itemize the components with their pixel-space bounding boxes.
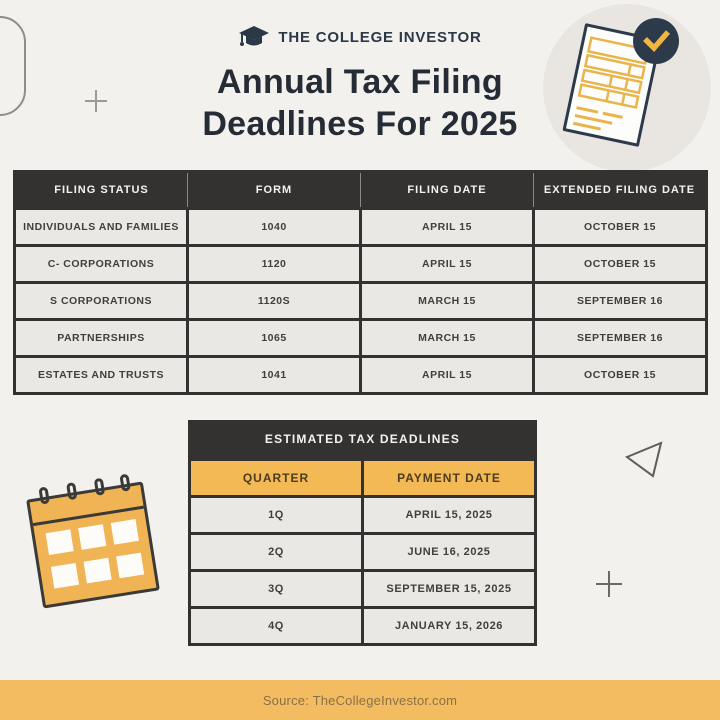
- table-row: [15, 357, 707, 394]
- table-cell: 1120S: [188, 283, 361, 320]
- table-cell: 1Q: [190, 497, 363, 534]
- footer-band: [0, 680, 720, 720]
- table-cell: OCTOBER 15: [534, 357, 707, 394]
- table-cell: SEPTEMBER 16: [534, 320, 707, 357]
- table-cell: 4Q: [190, 608, 363, 645]
- page-title: [0, 62, 720, 146]
- source-attribution: Source: TheCollegeInvestor.com: [262, 692, 458, 708]
- filing-table-header-extended-date: EXTENDED FILING DATE: [534, 172, 707, 209]
- table-cell: INDIVIDUALS AND FAMILIES: [15, 209, 188, 246]
- table-cell: 2Q: [190, 534, 363, 571]
- table-cell: 1041: [188, 357, 361, 394]
- table-cell: ESTATES AND TRUSTS: [15, 357, 188, 394]
- table-row: [190, 534, 536, 571]
- graduation-cap-icon: [238, 24, 270, 50]
- table-row: [190, 608, 536, 645]
- table-cell: APRIL 15: [361, 357, 534, 394]
- triangle-outline-decoration: [616, 436, 666, 482]
- filing-table-header-form: FORM: [188, 172, 361, 209]
- page-title-line1: Annual Tax Filing: [217, 63, 503, 101]
- brand-header: [0, 24, 720, 50]
- table-cell: APRIL 15, 2025: [363, 497, 536, 534]
- brand-name: THE COLLEGE INVESTOR: [278, 28, 482, 46]
- plus-decoration-bottom-right: [596, 571, 622, 597]
- table-cell: OCTOBER 15: [534, 209, 707, 246]
- filing-table-header-row: [15, 172, 707, 209]
- table-row: [15, 246, 707, 283]
- filing-table-header-status: FILING STATUS: [15, 172, 188, 209]
- table-cell: JANUARY 15, 2026: [363, 608, 536, 645]
- page-title-line2: Deadlines For 2025: [202, 104, 518, 143]
- table-cell: MARCH 15: [361, 320, 534, 357]
- estimated-tax-table: [188, 458, 537, 646]
- estimated-table-header-row: [190, 460, 536, 497]
- filing-table-header-filing-date: FILING DATE: [361, 172, 534, 209]
- table-cell: SEPTEMBER 16: [534, 283, 707, 320]
- table-row: [190, 571, 536, 608]
- table-cell: JUNE 16, 2025: [363, 534, 536, 571]
- table-row: [15, 209, 707, 246]
- table-cell: 3Q: [190, 571, 363, 608]
- estimated-tax-section: [188, 420, 537, 646]
- table-cell: 1065: [188, 320, 361, 357]
- table-row: [15, 320, 707, 357]
- estimated-table-title: ESTIMATED TAX DEADLINES: [188, 420, 537, 458]
- table-cell: PARTNERSHIPS: [15, 320, 188, 357]
- table-cell: C- CORPORATIONS: [15, 246, 188, 283]
- calendar-icon: [26, 481, 160, 608]
- filing-deadlines-table: [13, 170, 708, 395]
- table-cell: OCTOBER 15: [534, 246, 707, 283]
- table-cell: APRIL 15: [361, 209, 534, 246]
- table-row: [190, 497, 536, 534]
- table-cell: 1120: [188, 246, 361, 283]
- table-cell: 1040: [188, 209, 361, 246]
- estimated-table-header-payment-date: PAYMENT DATE: [363, 460, 536, 497]
- table-cell: S CORPORATIONS: [15, 283, 188, 320]
- estimated-table-header-quarter: QUARTER: [190, 460, 363, 497]
- table-cell: APRIL 15: [361, 246, 534, 283]
- table-cell: MARCH 15: [361, 283, 534, 320]
- table-cell: SEPTEMBER 15, 2025: [363, 571, 536, 608]
- table-row: [15, 283, 707, 320]
